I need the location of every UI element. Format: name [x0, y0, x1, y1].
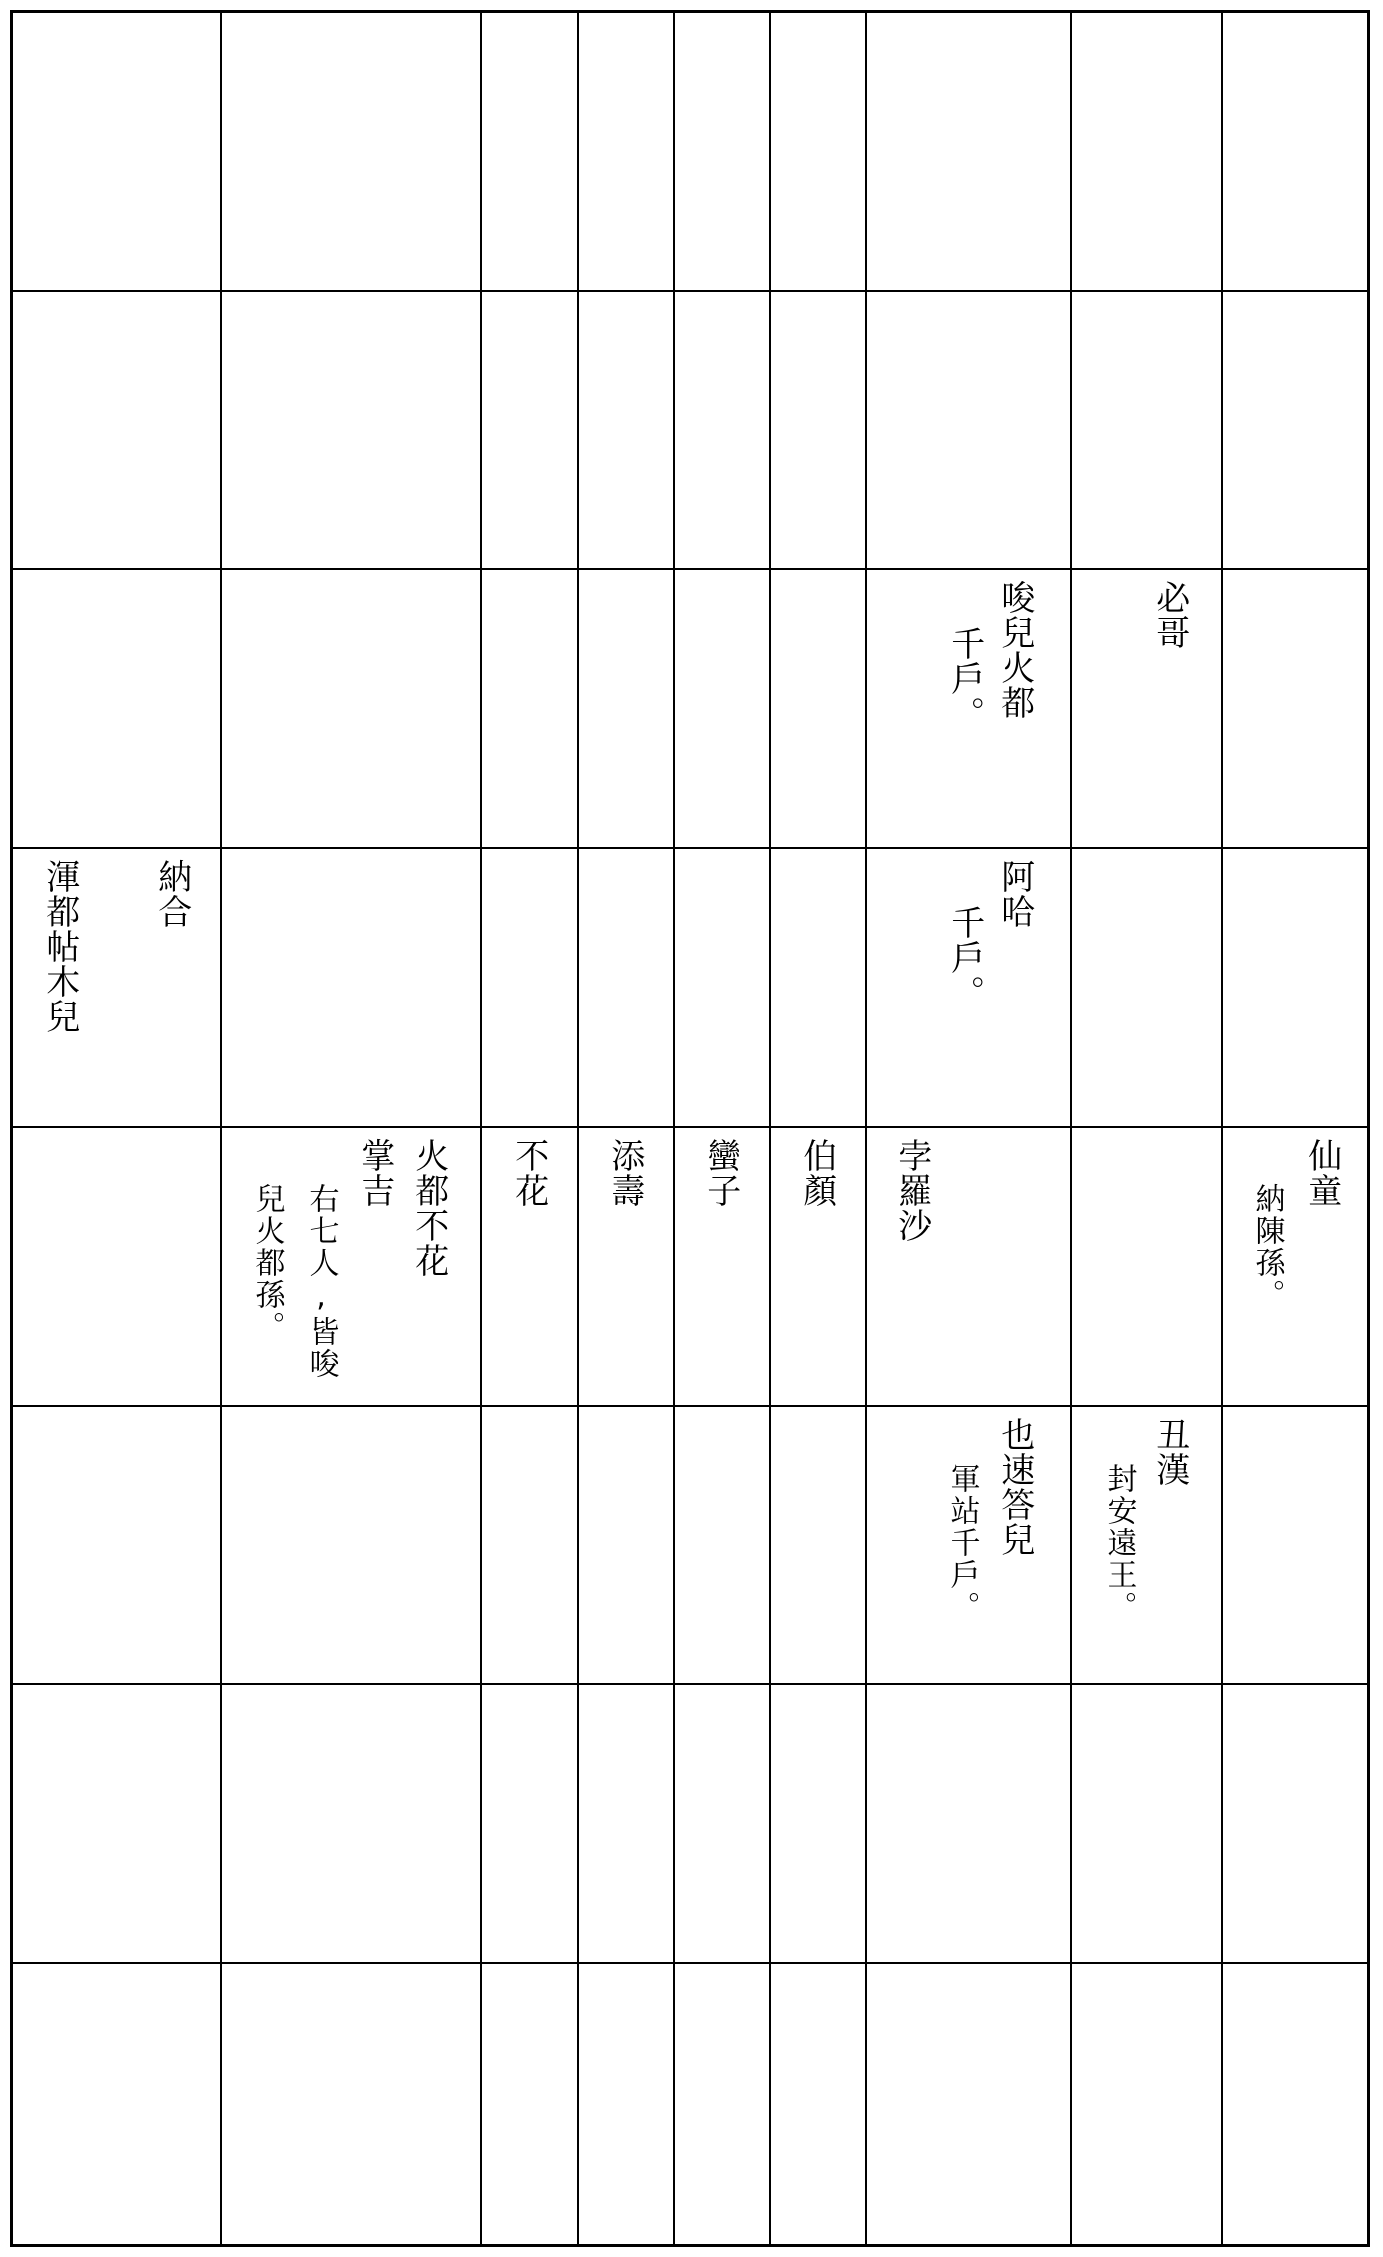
- cell-text: 丑漢: [1149, 1417, 1190, 1487]
- cell-text: 添壽: [604, 1138, 645, 1208]
- cell-text: 火都不花: [408, 1138, 449, 1278]
- column-divider: [577, 13, 579, 2244]
- cell-text: 孛羅沙: [891, 1138, 932, 1243]
- column-divider: [673, 13, 675, 2244]
- cell-text: 唆兒火都: [994, 580, 1035, 720]
- row-divider: [13, 1962, 1367, 1964]
- cell-note: 軍站千戶。: [944, 1463, 980, 1623]
- column-divider: [1070, 13, 1072, 2244]
- cell-text: 不花: [508, 1138, 549, 1208]
- genealogy-table: [10, 10, 1370, 2247]
- cell-text: 伯顏: [796, 1138, 837, 1208]
- cell-text: 納合: [151, 859, 192, 929]
- row-divider: [13, 1405, 1367, 1407]
- column-divider: [220, 13, 222, 2244]
- cell-note: 封安遠王。: [1101, 1463, 1137, 1623]
- cell-text: 必哥: [1149, 580, 1190, 650]
- row-divider: [13, 1126, 1367, 1128]
- cell-text: 仙童: [1301, 1138, 1342, 1208]
- column-divider: [1221, 13, 1223, 2244]
- cell-note: 千戶。: [944, 626, 985, 731]
- row-divider: [13, 1683, 1367, 1685]
- row-divider: [13, 290, 1367, 292]
- row-divider: [13, 568, 1367, 570]
- cell-note: 千戶。: [944, 905, 985, 1010]
- column-divider: [480, 13, 482, 2244]
- cell-text: 蠻子: [700, 1138, 741, 1208]
- row-divider: [13, 847, 1367, 849]
- cell-note: 右七人,皆唆: [303, 1183, 339, 1380]
- cell-note: 納陳孫。: [1249, 1183, 1285, 1311]
- cell-note: 兒火都孫。: [249, 1183, 285, 1343]
- cell-text: 掌吉: [354, 1138, 395, 1208]
- cell-text: 也速答兒: [994, 1417, 1035, 1557]
- cell-text: 阿哈: [994, 859, 1035, 929]
- column-divider: [769, 13, 771, 2244]
- column-divider: [865, 13, 867, 2244]
- cell-note: 渾都帖木兒: [39, 859, 80, 1034]
